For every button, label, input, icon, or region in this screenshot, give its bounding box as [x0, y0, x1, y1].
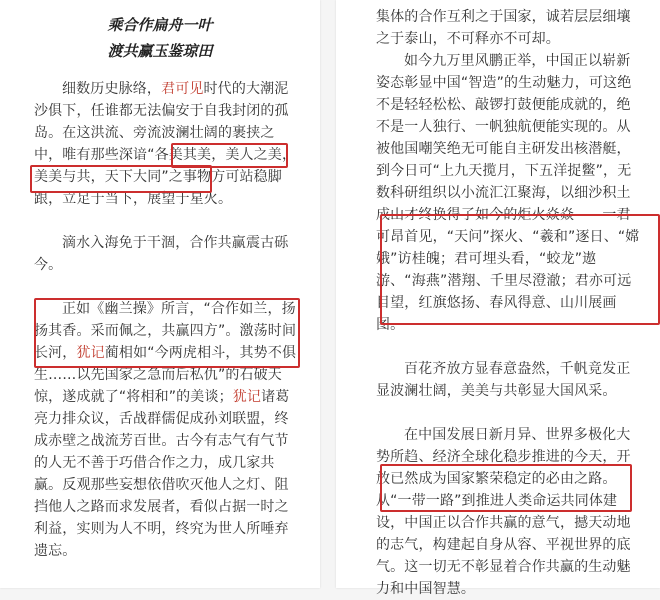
left-paragraph-3 [34, 298, 298, 562]
text-run: 时代的大潮泥沙俱下，任谁都无法偏安于自我封闭的孤岛。在这洪流、旁流波澜壮阔的裹挟之中，唯有那些深谙“各美其美，美人之美，美美与共，天下大同”之事物方可站稳脚跟，立足于当下，展望于星火。 [34, 81, 297, 207]
highlighted-phrase: 君可见 [161, 81, 204, 97]
left-essay-page [0, 0, 320, 588]
left-text-column [34, 78, 298, 562]
essay-title-line-1: 乘合作扁舟一叶 [107, 16, 213, 34]
highlighted-phrase: 犹记 [76, 345, 105, 361]
left-paragraph-1 [34, 78, 298, 210]
essay-title-line-2: 渡共赢玉鉴琼田 [107, 42, 213, 60]
right-paragraph-2: 如今九万里风鹏正举，中国正以崭新姿态彰显中国“智造”的生动魅力，可这绝不是轻轻松松、敲锣打鼓便能成就的，绝不是一人独行、一帆独航便能实现的。从被他国嘲笑绝无可能自主研发出核潜艇，到今日可“上九天揽月，下五洋捉鳖”，无数科研组织以小流汇江聚海，以细沙积土成山才终换得了如今的炬火焱焱——一君可昂首见，“天问”探火、“羲和”逐日、“嫦娥”访桂魄；君可埋头看，“蛟龙”遨游、“海燕”潜翔、千里尽澄澈；君亦可远目望，红旗悠扬、春风得意、山川展画图。 [376, 53, 640, 333]
text-run: 细数历史脉络， [62, 81, 162, 97]
right-text-column [376, 6, 642, 600]
highlighted-phrase: 犹记 [232, 389, 262, 405]
right-paragraph-4: 在中国发展日新月异、世界多极化大势所趋、经济全球化稳步推进的今天，开放已然成为国家繁荣稳定的必由之路。从“一带一路”到推进人类命运共同体建设，中国正以合作共赢的意气，撼天动地的志气，构建起自身从容、平视世界的底气。这一切无不彰显着合作共赢的生动魅力和中国智慧。 [376, 427, 631, 597]
text-run: 正如《幽兰操》所言，“合作如兰，扬扬其香。采而佩之，共赢四方”。激荡时间长河， [34, 301, 297, 361]
right-paragraph-3: 百花齐放方显春意盎然，千帆竞发正显波澜壮阔，美美与共彰显大国风采。 [376, 361, 631, 399]
text-run: 蔺相如“今两虎相斗，其势不俱生……以先国家之急而后私仇”的石破天惊，遂成就了“将相和”的美谈； [34, 345, 297, 405]
right-essay-page [336, 0, 660, 597]
text-run: 诸葛亮力排众议，舌战群儒促成孙刘联盟，终成赤壁之战流芳百世。古今有志气有气节的人无不善于巧借合作之力，成几家共赢。反观那些妄想依借吹灭他人之灯、阻挡他人之路而求发展者，看似占据一时之利益，实则为人不明，终究为世人所唾弃遗忘。 [34, 389, 290, 559]
left-paragraph-2: 滴水入海免于干涸，合作共赢震古砾今。 [34, 235, 289, 273]
right-paragraph-1: 集体的合作互利之于国家，诚若层层细壤之于泰山，不可释亦不可却。 [376, 9, 631, 47]
